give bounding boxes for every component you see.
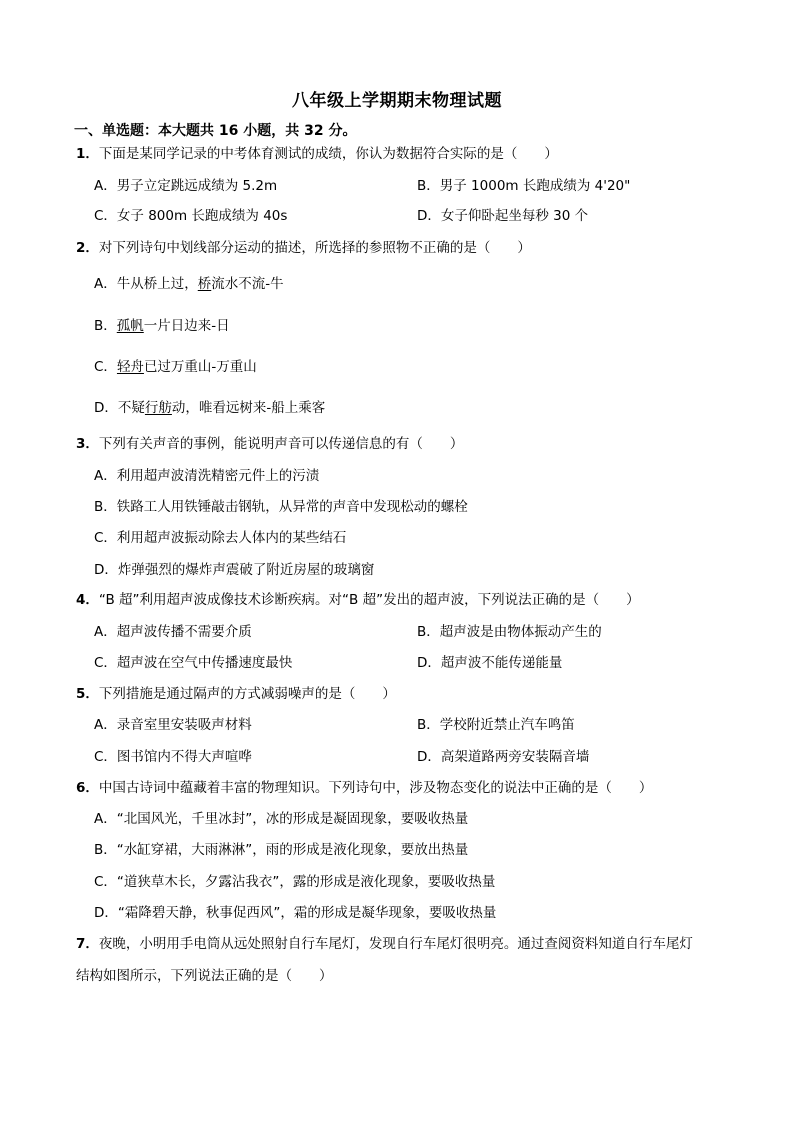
- question-5: [76, 684, 396, 704]
- option-a: [94, 274, 284, 294]
- option-b: [94, 316, 230, 336]
- option-text: C．: [94, 359, 117, 375]
- question-text: 夜晚，小明用手电筒从远处照射自行车尾灯，发现自行车尾灯很明亮。通过查阅资料知道自行车尾灯: [98, 936, 693, 952]
- option-a: A．男子立定跳远成绩为 5.2m: [94, 178, 278, 194]
- question-2: [76, 238, 531, 258]
- question-text: 下面是某同学记录的中考体育测试的成绩，你认为数据符合实际的是（ ）: [98, 146, 558, 162]
- option-d: D．超声波不能传递能量: [417, 655, 563, 671]
- option-c: C．利用超声波振动除去人体内的某些结石: [94, 530, 347, 546]
- question-6: [76, 778, 652, 798]
- question-text: 对下列诗句中划线部分运动的描述，所选择的参照物不正确的是（ ）: [98, 240, 531, 256]
- option-a: A．“北国风光，千里冰封”，冰的形成是凝固现象，要吸收热量: [94, 811, 469, 827]
- question-number: 2．: [76, 240, 99, 256]
- question-text: 中国古诗词中蕴藏着丰富的物理知识。下列诗句中，涉及物态变化的说法中正确的是（ ）: [98, 780, 653, 796]
- question-text: 下列有关声音的事例，能说明声音可以传递信息的有（ ）: [98, 436, 464, 452]
- option-c: C．女子 800m 长跑成绩为 40s: [94, 208, 288, 224]
- option-text: 已过万重山-万重山: [143, 359, 257, 375]
- option-c: C．图书馆内不得大声喧哗: [94, 749, 252, 765]
- option-text: D．不疑: [94, 400, 145, 416]
- question-7: [76, 934, 693, 954]
- option-c: C．超声波在空气中传播速度最快: [94, 655, 293, 671]
- question-text: 下列措施是通过隔声的方式减弱噪声的是（ ）: [98, 686, 396, 702]
- question-number: 4．: [76, 592, 99, 608]
- question-4: [76, 590, 640, 610]
- option-d: D．女子仰卧起坐每秒 30 个: [417, 208, 589, 224]
- option-b: B．铁路工人用铁锤敲击钢轨，从异常的声音中发现松动的螺栓: [94, 499, 468, 515]
- underlined-text: 轻舟: [116, 359, 144, 375]
- option-a: A．利用超声波清洗精密元件上的污渍: [94, 468, 320, 484]
- page-title: 八年级上学期期末物理试题: [292, 91, 502, 111]
- question-number: 3．: [76, 436, 99, 452]
- option-d: [94, 398, 325, 418]
- option-c: C．“道狭草木长，夕露沾我衣”，露的形成是液化现象，要吸收热量: [94, 874, 496, 890]
- option-b: B．男子 1000m 长跑成绩为 4'20": [417, 178, 631, 194]
- underlined-text: 孤帆: [116, 318, 144, 334]
- option-c: [94, 357, 257, 377]
- option-text: 流水不流-牛: [211, 276, 284, 292]
- question-number: 5．: [76, 686, 99, 702]
- option-text: 动，唯看远树来-船上乘客: [171, 400, 326, 416]
- underlined-text: 行舫: [144, 400, 172, 416]
- question-number: 1．: [76, 146, 99, 162]
- question-number: 7．: [76, 936, 99, 952]
- option-b: B．学校附近禁止汽车鸣笛: [417, 717, 575, 733]
- section-heading: 一、单选题：本大题共 16 小题，共 32 分。: [74, 123, 357, 139]
- question-1: [76, 144, 558, 164]
- question-3: [76, 434, 463, 454]
- option-a: A．录音室里安装吸声材料: [94, 717, 252, 733]
- underlined-text: 桥: [197, 276, 212, 292]
- option-b: B．超声波是由物体振动产生的: [417, 624, 602, 640]
- option-text: 一片日边来-日: [143, 318, 230, 334]
- option-text: B．: [94, 318, 117, 334]
- option-text: A．牛从桥上过，: [94, 276, 198, 292]
- option-d: D．高架道路两旁安装隔音墙: [417, 749, 590, 765]
- option-d: D．炸弹强烈的爆炸声震破了附近房屋的玻璃窗: [94, 562, 375, 578]
- question-7-continuation: 结构如图所示，下列说法正确的是（ ）: [76, 968, 333, 984]
- question-number: 6．: [76, 780, 99, 796]
- question-text: “B 超”利用超声波成像技术诊断疾病。对“B 超”发出的超声波，下列说法正确的是（ ）: [98, 592, 640, 608]
- option-b: B．“水缸穿裙，大雨淋淋”，雨的形成是液化现象，要放出热量: [94, 842, 469, 858]
- option-d: D．“霜降碧天静，秋事促西风”，霜的形成是凝华现象，要吸收热量: [94, 905, 497, 921]
- option-a: A．超声波传播不需要介质: [94, 624, 252, 640]
